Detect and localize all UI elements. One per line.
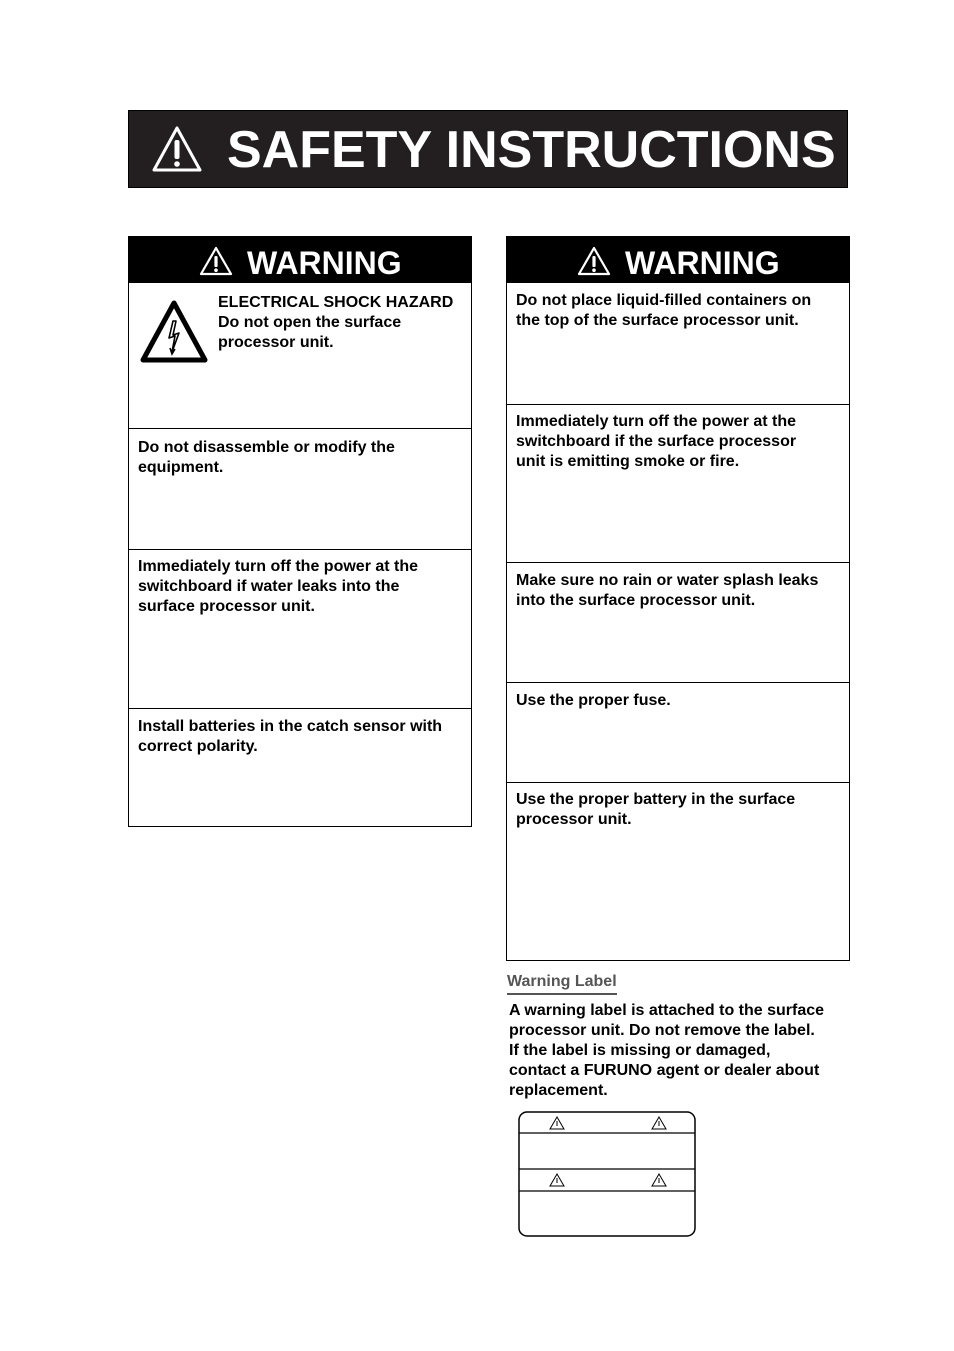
right-warning-panel — [506, 236, 850, 961]
right-warning-item-3 — [507, 562, 849, 682]
right-warning-item-2-text: Immediately turn off the power at the switchboard if the surface processor unit is emitting smoke or fire. — [516, 413, 797, 470]
left-warning-header — [129, 237, 471, 283]
warning-label-illustration — [518, 1111, 696, 1237]
warning-label-description: A warning label is attached to the surface processor unit. Do not remove the label. If the label is missing or damaged, contact a FURUNO agent or dealer about replacement. — [509, 1002, 825, 1099]
left-warning-item-1-text: ELECTRICAL SHOCK HAZARD Do not open the surface processor unit. — [218, 294, 454, 351]
right-warning-item-1 — [507, 283, 849, 404]
left-warning-item-3 — [129, 549, 471, 708]
right-warning-label: WARNING — [625, 245, 780, 281]
left-warning-item-1 — [129, 283, 471, 428]
left-warning-item-4 — [129, 708, 471, 826]
electrical-shock-hazard-icon — [139, 299, 209, 365]
left-warning-item-4-text: Install batteries in the catch sensor with correct polarity. — [138, 718, 443, 755]
title-banner — [128, 110, 848, 188]
right-warning-item-4-text: Use the proper fuse. — [516, 692, 671, 709]
right-warning-item-1-text: Do not place liquid-filled containers on the top of the surface processor unit. — [516, 292, 812, 329]
left-warning-item-3-text: Immediately turn off the power at the switchboard if water leaks into the surface processor unit. — [138, 558, 419, 615]
right-warning-item-5 — [507, 782, 849, 960]
warning-triangle-icon — [577, 246, 611, 276]
page-title: SAFETY INSTRUCTIONS — [227, 121, 836, 179]
left-warning-panel — [128, 236, 472, 827]
left-warning-item-2 — [129, 428, 471, 549]
left-warning-item-2-text: Do not disassemble or modify the equipment. — [138, 439, 395, 476]
left-warning-label: WARNING — [247, 245, 402, 281]
warning-triangle-icon — [199, 246, 233, 276]
right-warning-item-2 — [507, 404, 849, 562]
right-warning-item-3-text: Make sure no rain or water splash leaks into the surface processor unit. — [516, 572, 819, 609]
warning-label-heading: Warning Label — [507, 972, 617, 995]
right-warning-header — [507, 237, 849, 283]
warning-triangle-icon — [151, 125, 203, 173]
right-warning-item-5-text: Use the proper battery in the surface processor unit. — [516, 791, 796, 828]
right-warning-item-4 — [507, 682, 849, 782]
